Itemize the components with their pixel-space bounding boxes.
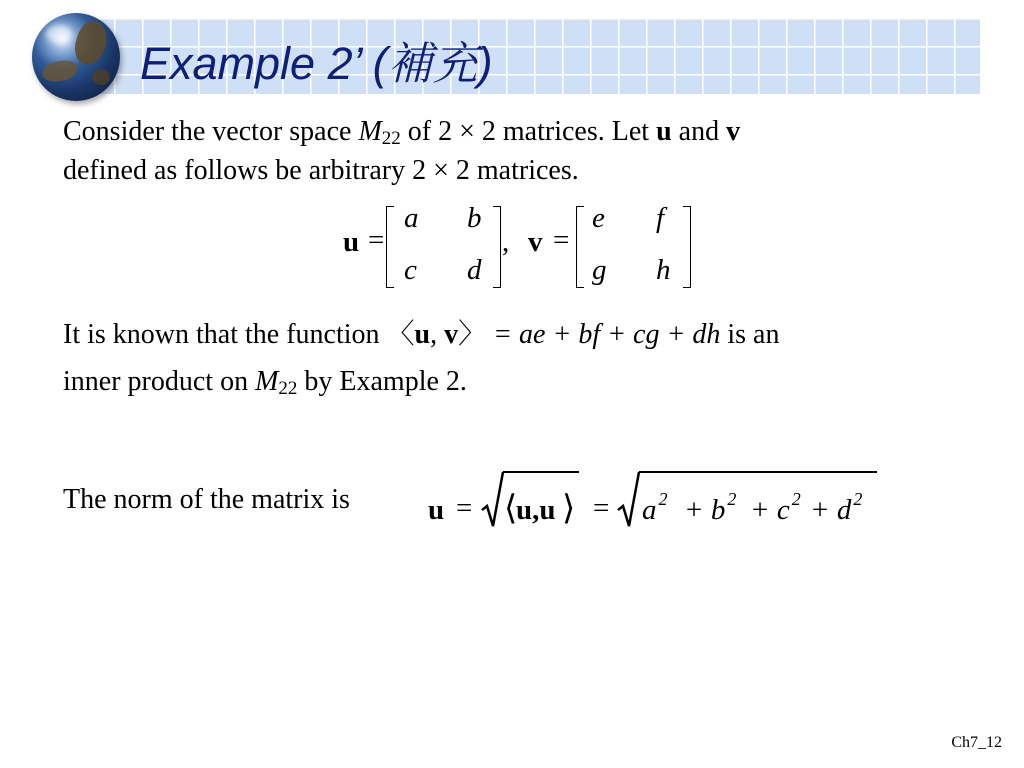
globe-icon [32, 13, 120, 101]
v-entry-f: f [656, 202, 665, 234]
intro-line-2: defined as follows be arbitrary 2 × 2 matrices. [63, 155, 579, 186]
u-left-bracket [386, 206, 394, 288]
v-entry-g: g [592, 254, 607, 286]
norm-equals-2: = [593, 492, 610, 524]
v-entry-e: e [592, 202, 605, 234]
matrix-comma: , [502, 226, 510, 258]
u-symbol: u [343, 226, 360, 258]
sqrt-icon [480, 470, 504, 532]
term-b2: + b $^2$ [684, 489, 737, 526]
inner-product-line-1: It is known that the function 〈u, v〉 = ae + bf + cg + dh is an [63, 319, 780, 350]
langle: ⟨ [504, 490, 518, 527]
v-symbol: v [528, 226, 543, 258]
sqrt-icon [616, 470, 640, 532]
slide-title: Example 2’ (補充) [140, 38, 493, 89]
u-entry-b: b [467, 202, 482, 234]
norm-u: u [428, 494, 445, 526]
u-equals: = [368, 224, 385, 256]
norm-text: The norm of the matrix is [63, 484, 350, 515]
u-right-bracket [493, 206, 501, 288]
u-entry-a: a [404, 202, 419, 234]
v-entry-h: h [656, 254, 671, 286]
sqrt-bar-2 [639, 471, 877, 473]
norm-uu: u,u [516, 494, 556, 526]
v-left-bracket [576, 206, 584, 288]
intro-line-1: Consider the vector space $M_{22}$ of 2 × 2 matrices. Let u and v [63, 116, 741, 149]
u-entry-d: d [467, 254, 482, 286]
term-c2: + c $^2$ [750, 489, 801, 526]
u-entry-c: c [404, 254, 417, 286]
rangle: ⟩ [562, 490, 576, 527]
term-d2: + d $^2$ [810, 489, 863, 526]
v-right-bracket [683, 206, 691, 288]
sqrt-bar-1 [503, 471, 579, 473]
norm-equals-1: = [456, 492, 473, 524]
v-equals: = [553, 224, 570, 256]
term-a2: a $^2$ [642, 489, 668, 526]
inner-product-line-2: inner product on $M_{22}$ by Example 2. [63, 366, 467, 399]
page-number: Ch7_12 [951, 734, 1002, 751]
